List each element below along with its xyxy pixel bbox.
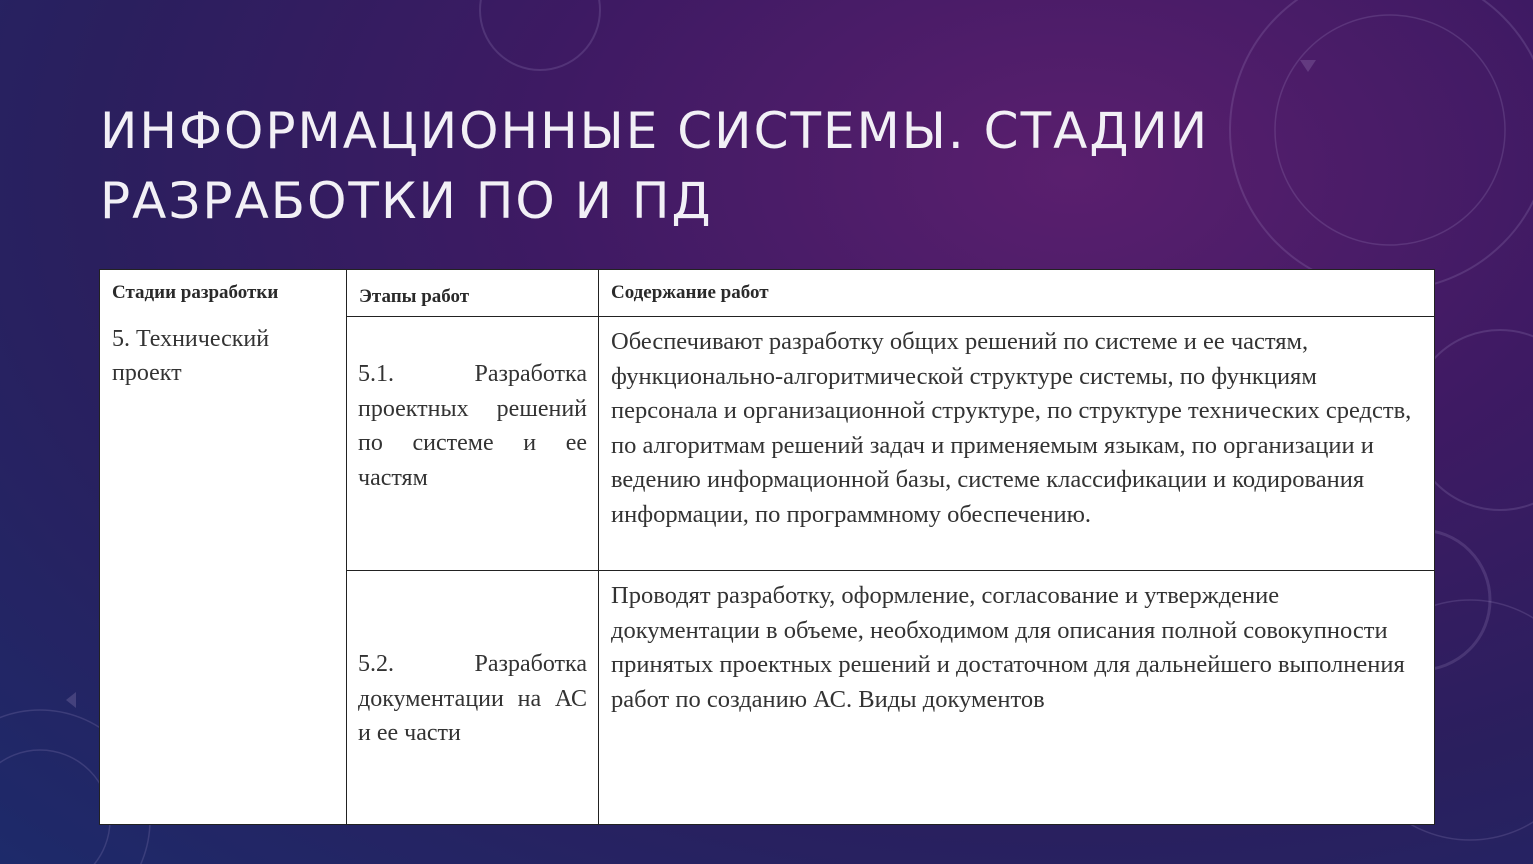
step-text: 5.1. Разработка проектных решений по системе и ее частям <box>358 361 587 491</box>
stages-table <box>99 269 1435 825</box>
slide-title <box>100 96 1300 236</box>
header-steps-cell <box>347 270 599 317</box>
title-line-2: РАЗРАБОТКИ ПО И ПД <box>100 172 713 230</box>
content-text: Обеспечивают разработку общих решений по системе и ее частям, функционально-алгоритмической структуре системы, по функциям персонала и организационной структуре, по структуре технических средств, по алгоритмам решений задач и применяемым языкам, по организации и ведению информационной базы, системе классификации и кодирования информации, по программному обеспечению. <box>611 328 1412 528</box>
header-content-cell <box>599 270 1435 317</box>
content-text: Проводят разработку, оформление, согласование и утверждение документации в объеме, необходимом для описания полной совокупности принятых проектных решений и достаточном для дальнейшего выполнения работ по созданию АС. Виды документов <box>611 582 1405 713</box>
header-stages: Стадии разработки <box>112 282 279 303</box>
stage-column-cell <box>100 270 347 825</box>
stage-name: 5. Технический проект <box>112 326 270 386</box>
step-cell <box>347 317 599 571</box>
step-text: 5.2. Разработка документации на АС и ее части <box>358 651 587 746</box>
content-cell <box>599 571 1435 825</box>
step-cell <box>347 571 599 825</box>
header-steps: Этапы работ <box>359 286 470 307</box>
title-line-1: ИНФОРМАЦИОННЫЕ СИСТЕМЫ. СТАДИИ <box>100 102 1210 160</box>
header-content: Содержание работ <box>611 282 769 303</box>
content-cell <box>599 317 1435 571</box>
